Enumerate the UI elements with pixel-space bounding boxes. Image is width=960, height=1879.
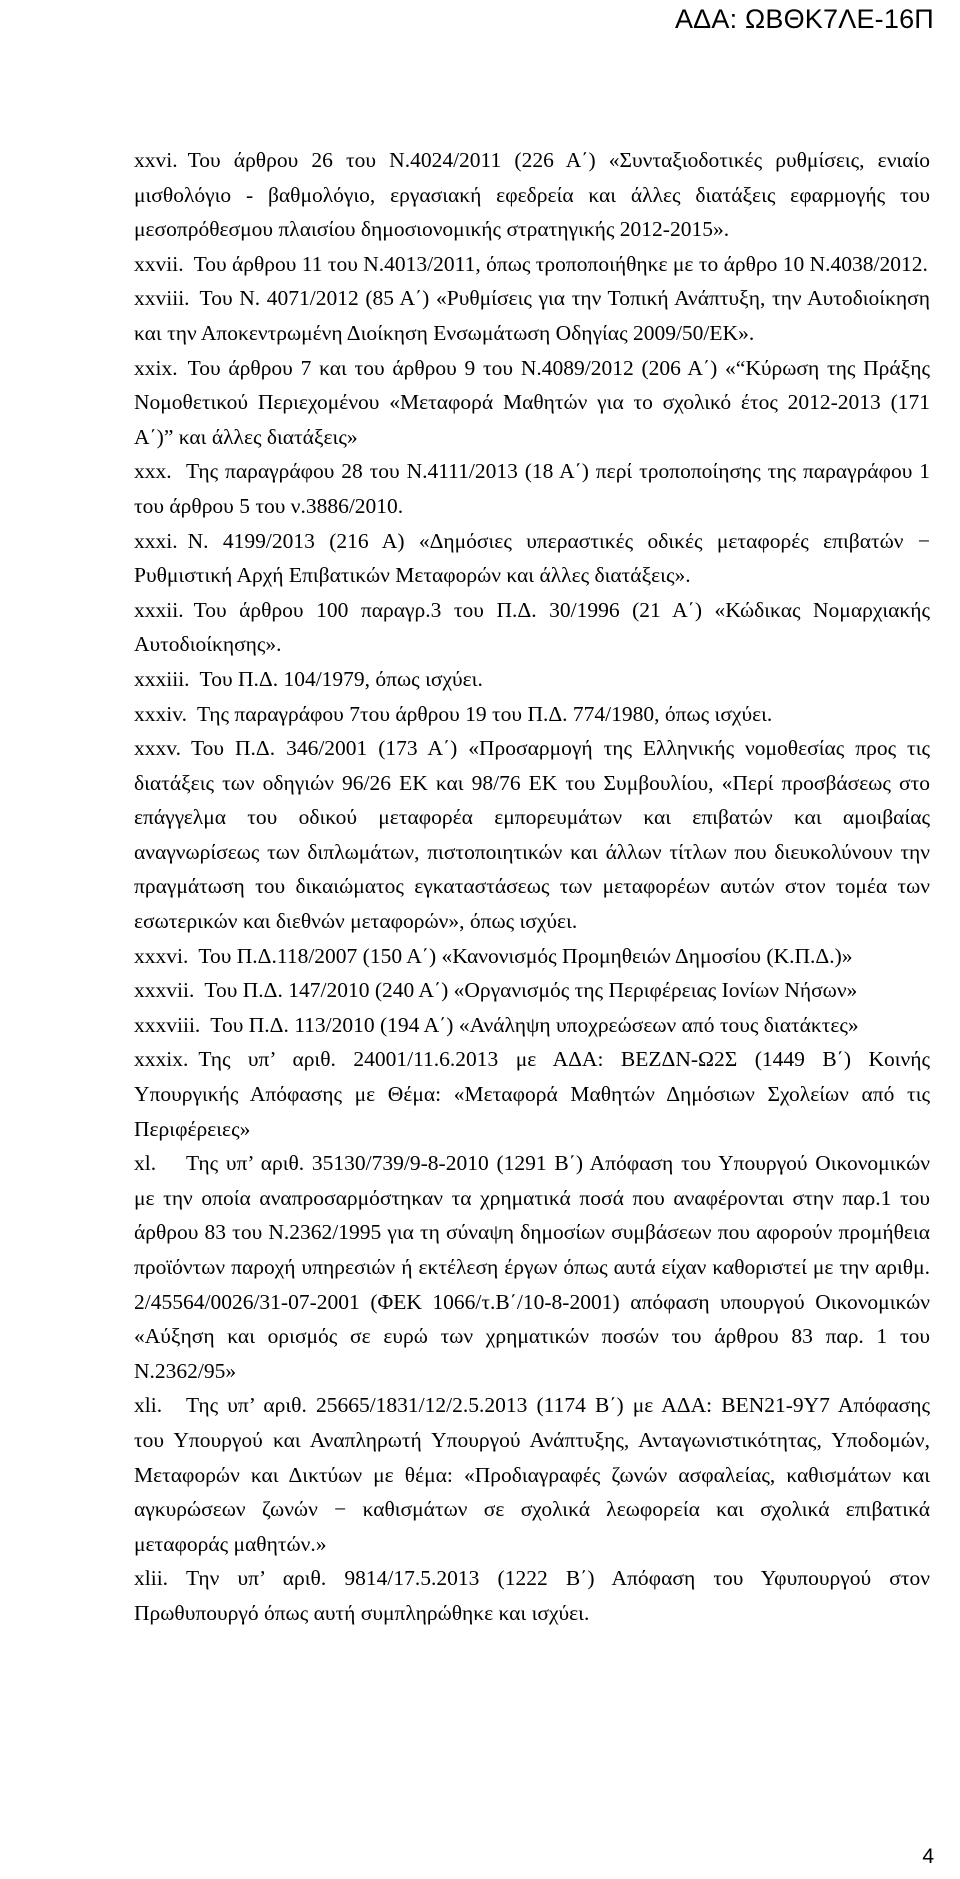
item-number: xxxiv.	[134, 701, 187, 726]
list-item	[134, 1146, 930, 1388]
item-number: xl.	[134, 1151, 157, 1176]
list-item	[134, 281, 930, 350]
item-number: xli.	[134, 1393, 163, 1418]
ada-code: ΑΔΑ: ΩΒΘΚ7ΛΕ-16Π	[674, 4, 934, 34]
item-text: Του Π.Δ. 346/2001 (173 Α΄) «Προσαρμογή της Ελληνικής νομοθεσίας προς τις διατάξεις των οδηγιών 96/26 ΕΚ και 98/76 ΕΚ του Συμβουλίου, «Περί προσβάσεως στο επάγγελμα του οδικού μεταφορέα εμπορευμάτων και επιβατών και αμοιβαίας αναγνωρίσεως των διπλωμάτων, πιστοποιητικών και άλλων τίτλων που διευκολύνουν την πραγμάτωση του δικαιώματος εγκαταστάσεως των μεταφορέων αυτών στον τομέα των εσωτερικών και διεθνών μεταφορών», όπως ισχύει.	[134, 736, 930, 934]
legal-references-list	[134, 143, 930, 1631]
item-number: xxxix.	[134, 1047, 189, 1072]
item-text: Του άρθρου 7 και του άρθρου 9 του Ν.4089/2012 (206 Α΄) «“Κύρωση της Πράξης Νομοθετικού Περιεχομένου «Μεταφορά Μαθητών για το σχολικό έτος 2012-2013 (171 Α΄)” και άλλες διατάξεις»	[134, 355, 930, 449]
item-number: xxix.	[134, 355, 178, 380]
item-text: Ν. 4199/2013 (216 Α) «Δημόσιες υπεραστικές οδικές μεταφορές επιβατών − Ρυθμιστική Αρχή Επιβατικών Μεταφορών και άλλες διατάξεις».	[134, 528, 930, 588]
list-item	[134, 351, 930, 455]
item-number: xxxiii.	[134, 666, 190, 691]
list-item	[134, 454, 930, 523]
item-text: Του άρθρου 100 παραγρ.3 του Π.Δ. 30/1996 (21 Α΄) «Κώδικας Νομαρχιακής Αυτοδιοίκησης».	[134, 597, 930, 657]
page-number: 4	[922, 1845, 934, 1868]
list-item	[134, 1042, 930, 1146]
list-item	[134, 247, 930, 282]
item-text: Του Π.Δ. 113/2010 (194 Α΄) «Ανάληψη υποχρεώσεων από τους διατάκτες»	[210, 1012, 859, 1037]
list-item	[134, 662, 930, 697]
item-number: xxxv.	[134, 736, 181, 761]
item-text: Του Ν. 4071/2012 (85 Α΄) «Ρυθμίσεις για την Τοπική Ανάπτυξη, την Αυτοδιοίκηση και την Αποκεντρωμένη Διοίκηση Ενσωμάτωση Οδηγίας 2009/50/ΕΚ».	[134, 286, 930, 345]
item-text: Της παραγράφου 28 του Ν.4111/2013 (18 Α΄) περί τροποποίησης της παραγράφου 1 του άρθρου 5 του ν.3886/2010.	[134, 459, 930, 518]
item-text: Της παραγράφου 7του άρθρου 19 του Π.Δ. 774/1980, όπως ισχύει.	[196, 701, 773, 726]
item-text: Της υπ’ αριθ. 25665/1831/12/2.5.2013 (1174 Β΄) με ΑΔΑ: ΒΕΝ21-9Υ7 Απόφασης του Υπουργού και Αναπληρωτή Υπουργού Ανάπτυξης, Ανταγωνιστικότητας, Υποδομών, Μεταφορών και Δικτύων με θέμα: «Προδιαγραφές ζωνών ασφαλείας, καθισμάτων και αγκυρώσεων ζωνών − καθισμάτων σε σχολικά λεωφορεία και σχολικά επιβατικά μεταφοράς μαθητών.»	[134, 1393, 930, 1556]
item-number: xxxvi.	[134, 943, 189, 968]
item-text: Την υπ’ αριθ. 9814/17.5.2013 (1222 Β΄) Απόφαση του Υφυπουργού στον Πρωθυπουργό όπως αυτή συμπληρώθηκε και ισχύει.	[134, 1566, 930, 1625]
item-text: Της υπ’ αριθ. 24001/11.6.2013 με ΑΔΑ: ΒΕΖΔΝ-Ω2Σ (1449 Β΄) Κοινής Υπουργικής Απόφασης με Θέμα: «Μεταφορά Μαθητών Δημόσιων Σχολείων από τις Περιφέρειες»	[134, 1047, 930, 1141]
list-item	[134, 1388, 930, 1561]
item-text: Του άρθρου 26 του Ν.4024/2011 (226 Α΄) «Συνταξιοδοτικές ρυθμίσεις, ενιαίο μισθολόγιο - βαθμολόγιο, εργασιακή εφεδρεία και άλλες διατάξεις εφαρμογής του μεσοπρόθεσμου πλαισίου δημοσιονομικής στρατηγικής 2012-2015».	[134, 148, 930, 242]
item-number: xxx.	[134, 459, 172, 484]
item-text: Του άρθρου 11 του Ν.4013/2011, όπως τροποποιήθηκε με το άρθρο 10 Ν.4038/2012.	[193, 251, 928, 276]
item-text: Της υπ’ αριθ. 35130/739/9-8-2010 (1291 Β΄) Απόφαση του Υπουργού Οικονομικών με την οποία αναπροσαρμόστηκαν τα χρηματικά ποσά που αναφέρονται στην παρ.1 του άρθρου 83 του Ν.2362/1995 για τη σύναψη δημοσίων συμβάσεων που αφορούν προμήθεια προϊόντων παροχή υπηρεσιών ή εκτέλεση έργων όπως αυτά είχαν καθοριστεί με την αριθμ. 2/45564/0026/31-07-2001 (ΦΕΚ 1066/τ.Β΄/10-8-2001) απόφαση υπουργού Οικονομικών «Αύξηση και ορισμός σε ευρώ των χρηματικών ποσών του άρθρου 83 παρ. 1 του Ν.2362/95»	[134, 1151, 930, 1383]
list-item	[134, 939, 930, 974]
list-item	[134, 1008, 930, 1043]
item-number: xxxviii.	[134, 1012, 201, 1037]
item-text: Του Π.Δ. 147/2010 (240 Α΄) «Οργανισμός της Περιφέρειας Ιονίων Νήσων»	[204, 978, 858, 1003]
item-number: xxviii.	[134, 286, 190, 311]
list-item	[134, 731, 930, 939]
list-item	[134, 524, 930, 593]
list-item	[134, 973, 930, 1008]
list-item	[134, 143, 930, 247]
item-number: xxxi.	[134, 528, 178, 553]
item-number: xxxii.	[134, 597, 184, 622]
item-text: Του Π.Δ.118/2007 (150 Α΄) «Κανονισμός Προμηθειών Δημοσίου (Κ.Π.Δ.)»	[198, 943, 853, 968]
item-number: xxvii.	[134, 251, 184, 276]
list-item	[134, 593, 930, 662]
item-number: xxvi.	[134, 148, 178, 172]
item-number: xlii.	[134, 1566, 169, 1591]
list-item	[134, 697, 930, 732]
item-text: Του Π.Δ. 104/1979, όπως ισχύει.	[199, 666, 483, 691]
list-item	[134, 1561, 930, 1630]
item-number: xxxvii.	[134, 978, 195, 1003]
